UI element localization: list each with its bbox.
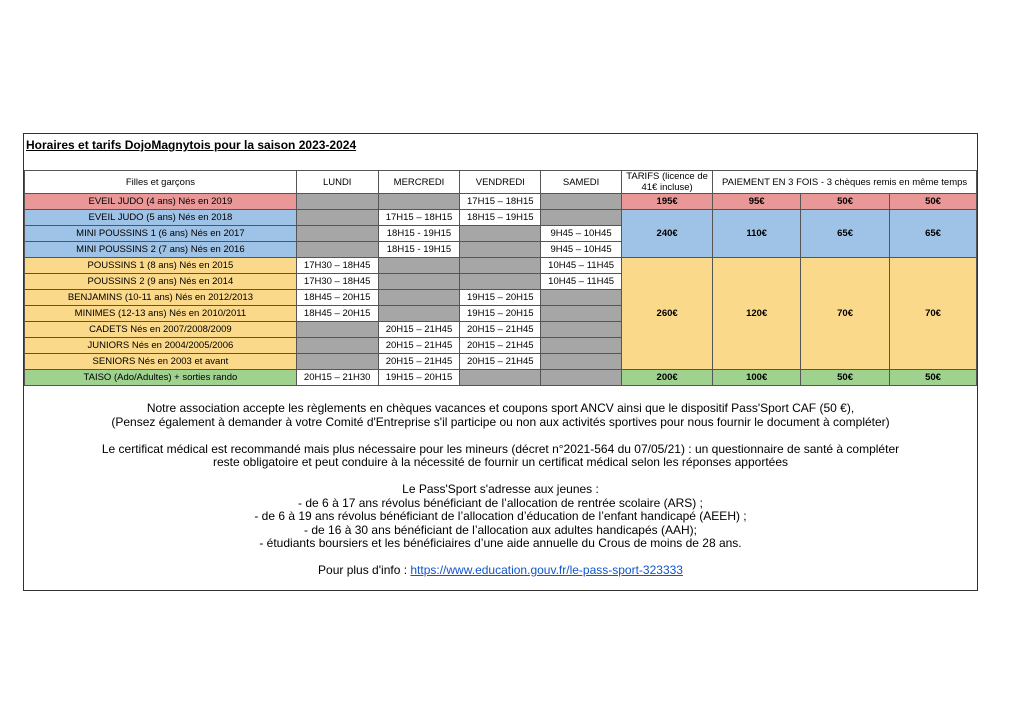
schedule-table xyxy=(24,170,977,386)
cell-lundi: 17H30 – 18H45 xyxy=(296,258,378,274)
payment-2-cell: 65€ xyxy=(801,210,890,258)
cell-lundi xyxy=(296,354,378,370)
header-group: Filles et garçons xyxy=(25,171,297,194)
row-label: MINIMES (12-13 ans) Nés en 2010/2011 xyxy=(25,306,297,322)
row-label: POUSSINS 2 (9 ans) Nés en 2014 xyxy=(25,274,297,290)
cell-mercredi: 18H15 - 19H15 xyxy=(378,226,460,242)
cell-mercredi: 20H15 – 21H45 xyxy=(378,354,460,370)
cell-mercredi xyxy=(378,290,460,306)
cell-vendredi xyxy=(460,370,541,386)
cell-lundi xyxy=(296,242,378,258)
cell-samedi xyxy=(541,194,622,210)
header-row xyxy=(25,171,977,194)
cell-lundi xyxy=(296,210,378,226)
page-title: Horaires et tarifs DojoMagnytois pour la saison 2023-2024 xyxy=(26,138,357,152)
passsport-item: - de 6 à 19 ans révolus bénéficiant de l’allocation d’éducation de l’enfant handicapé (AEEH) ; xyxy=(254,509,747,523)
row-label: EVEIL JUDO (5 ans) Nés en 2018 xyxy=(25,210,297,226)
cell-samedi xyxy=(541,354,622,370)
cell-lundi xyxy=(296,194,378,210)
table-row xyxy=(25,258,977,274)
row-label: MINI POUSSINS 2 (7 ans) Nés en 2016 xyxy=(25,242,297,258)
passsport-item: - de 6 à 17 ans révolus bénéficiant de l’allocation de rentrée scolaire (ARS) ; xyxy=(298,495,703,510)
info-link[interactable]: https://www.education.gouv.fr/le-pass-sport-323333 xyxy=(410,563,683,577)
cell-samedi: 9H45 – 10H45 xyxy=(541,242,622,258)
row-label: CADETS Nés en 2007/2008/2009 xyxy=(25,322,297,338)
cell-vendredi xyxy=(460,242,541,258)
payment-3-cell: 50€ xyxy=(890,370,977,386)
cell-vendredi: 17H15 – 18H15 xyxy=(460,194,541,210)
cell-vendredi xyxy=(460,274,541,290)
note-certificat: Le certificat médical est recommandé mais plus nécessaire pour les mineurs (décret n°2021-564 du 07/05/21) : un questionnaire de santé à compléter xyxy=(101,441,900,456)
cell-lundi: 18H45 – 20H15 xyxy=(296,290,378,306)
title-row xyxy=(24,134,977,156)
payment-2-cell: 50€ xyxy=(801,370,890,386)
info-line xyxy=(24,564,977,578)
cell-mercredi: 17H15 – 18H15 xyxy=(378,210,460,226)
tarif-cell: 195€ xyxy=(622,194,713,210)
info-label: Pour plus d'info : xyxy=(318,563,411,577)
payment-3-cell: 65€ xyxy=(890,210,977,258)
header-vendredi: VENDREDI xyxy=(460,171,541,194)
tarif-cell: 260€ xyxy=(622,258,713,370)
cell-lundi: 18H45 – 20H15 xyxy=(296,306,378,322)
cell-vendredi: 20H15 – 21H45 xyxy=(460,322,541,338)
payment-1-cell: 95€ xyxy=(713,194,801,210)
row-label: BENJAMINS (10-11 ans) Nés en 2012/2013 xyxy=(25,290,297,306)
cell-samedi xyxy=(541,370,622,386)
table-row xyxy=(25,210,977,226)
passsport-item: - étudiants boursiers et les bénéficiaires d’une aide annuelle du Crous de moins de 28 ans. xyxy=(259,536,742,550)
header-lundi: LUNDI xyxy=(296,171,378,194)
payment-2-cell: 70€ xyxy=(801,258,890,370)
tarif-cell: 200€ xyxy=(622,370,713,386)
cell-lundi xyxy=(296,322,378,338)
header-tarifs: TARIFS (licence de 41€ incluse) xyxy=(622,171,713,194)
cell-mercredi xyxy=(378,194,460,210)
cell-vendredi: 19H15 – 20H15 xyxy=(460,290,541,306)
row-label: SENIORS Nés en 2003 et avant xyxy=(25,354,297,370)
cell-vendredi: 18H15 – 19H15 xyxy=(460,210,541,226)
tarif-cell: 240€ xyxy=(622,210,713,258)
payment-1-cell: 120€ xyxy=(713,258,801,370)
passsport-intro: Le Pass'Sport s'adresse aux jeunes : xyxy=(402,482,599,496)
row-label: TAISO (Ado/Adultes) + sorties rando xyxy=(25,370,297,386)
cell-vendredi: 20H15 – 21H45 xyxy=(460,354,541,370)
header-paiement: PAIEMENT EN 3 FOIS - 3 chèques remis en même temps xyxy=(713,171,977,194)
cell-samedi xyxy=(541,306,622,322)
table-row xyxy=(25,194,977,210)
cell-mercredi xyxy=(378,258,460,274)
cell-lundi: 17H30 – 18H45 xyxy=(296,274,378,290)
cell-mercredi xyxy=(378,274,460,290)
table-row xyxy=(25,370,977,386)
cell-samedi xyxy=(541,290,622,306)
cell-vendredi xyxy=(460,226,541,242)
note-ce: (Pensez également à demander à votre Comité d'Entreprise s'il participe ou non aux activités sportives pour nous fournir le document à compléter) xyxy=(111,414,890,429)
cell-mercredi: 20H15 – 21H45 xyxy=(378,338,460,354)
cell-lundi xyxy=(296,338,378,354)
row-label: MINI POUSSINS 1 (6 ans) Nés en 2017 xyxy=(25,226,297,242)
header-mercredi: MERCREDI xyxy=(378,171,460,194)
header-samedi: SAMEDI xyxy=(541,171,622,194)
cell-vendredi: 19H15 – 20H15 xyxy=(460,306,541,322)
cell-lundi: 20H15 – 21H30 xyxy=(296,370,378,386)
cell-samedi: 9H45 – 10H45 xyxy=(541,226,622,242)
notes-section xyxy=(24,402,977,578)
cell-mercredi: 20H15 – 21H45 xyxy=(378,322,460,338)
spreadsheet-page xyxy=(23,133,978,591)
cell-lundi xyxy=(296,226,378,242)
note-ancv: Notre association accepte les règlements en chèques vacances et coupons sport ANCV ainsi que le dispositif Pass'Sport CAF (50 €), xyxy=(146,401,855,415)
payment-1-cell: 110€ xyxy=(713,210,801,258)
row-label: POUSSINS 1 (8 ans) Nés en 2015 xyxy=(25,258,297,274)
passsport-item: - de 16 à 30 ans bénéficiant de l’allocation aux adultes handicapés (AAH); xyxy=(304,522,697,537)
cell-samedi xyxy=(541,338,622,354)
cell-samedi: 10H45 – 11H45 xyxy=(541,258,622,274)
note-certificat-2: reste obligatoire et peut conduire à la nécessité de fournir un certificat médical selon les réponses apportées xyxy=(213,455,788,469)
cell-mercredi: 18H15 - 19H15 xyxy=(378,242,460,258)
row-label: JUNIORS Nés en 2004/2005/2006 xyxy=(25,338,297,354)
payment-1-cell: 100€ xyxy=(713,370,801,386)
cell-vendredi: 20H15 – 21H45 xyxy=(460,338,541,354)
cell-samedi: 10H45 – 11H45 xyxy=(541,274,622,290)
payment-3-cell: 50€ xyxy=(890,194,977,210)
cell-vendredi xyxy=(460,258,541,274)
cell-samedi xyxy=(541,210,622,226)
payment-2-cell: 50€ xyxy=(801,194,890,210)
cell-mercredi: 19H15 – 20H15 xyxy=(378,370,460,386)
cell-mercredi xyxy=(378,306,460,322)
payment-3-cell: 70€ xyxy=(890,258,977,370)
row-label: EVEIL JUDO (4 ans) Nés en 2019 xyxy=(25,194,297,210)
cell-samedi xyxy=(541,322,622,338)
